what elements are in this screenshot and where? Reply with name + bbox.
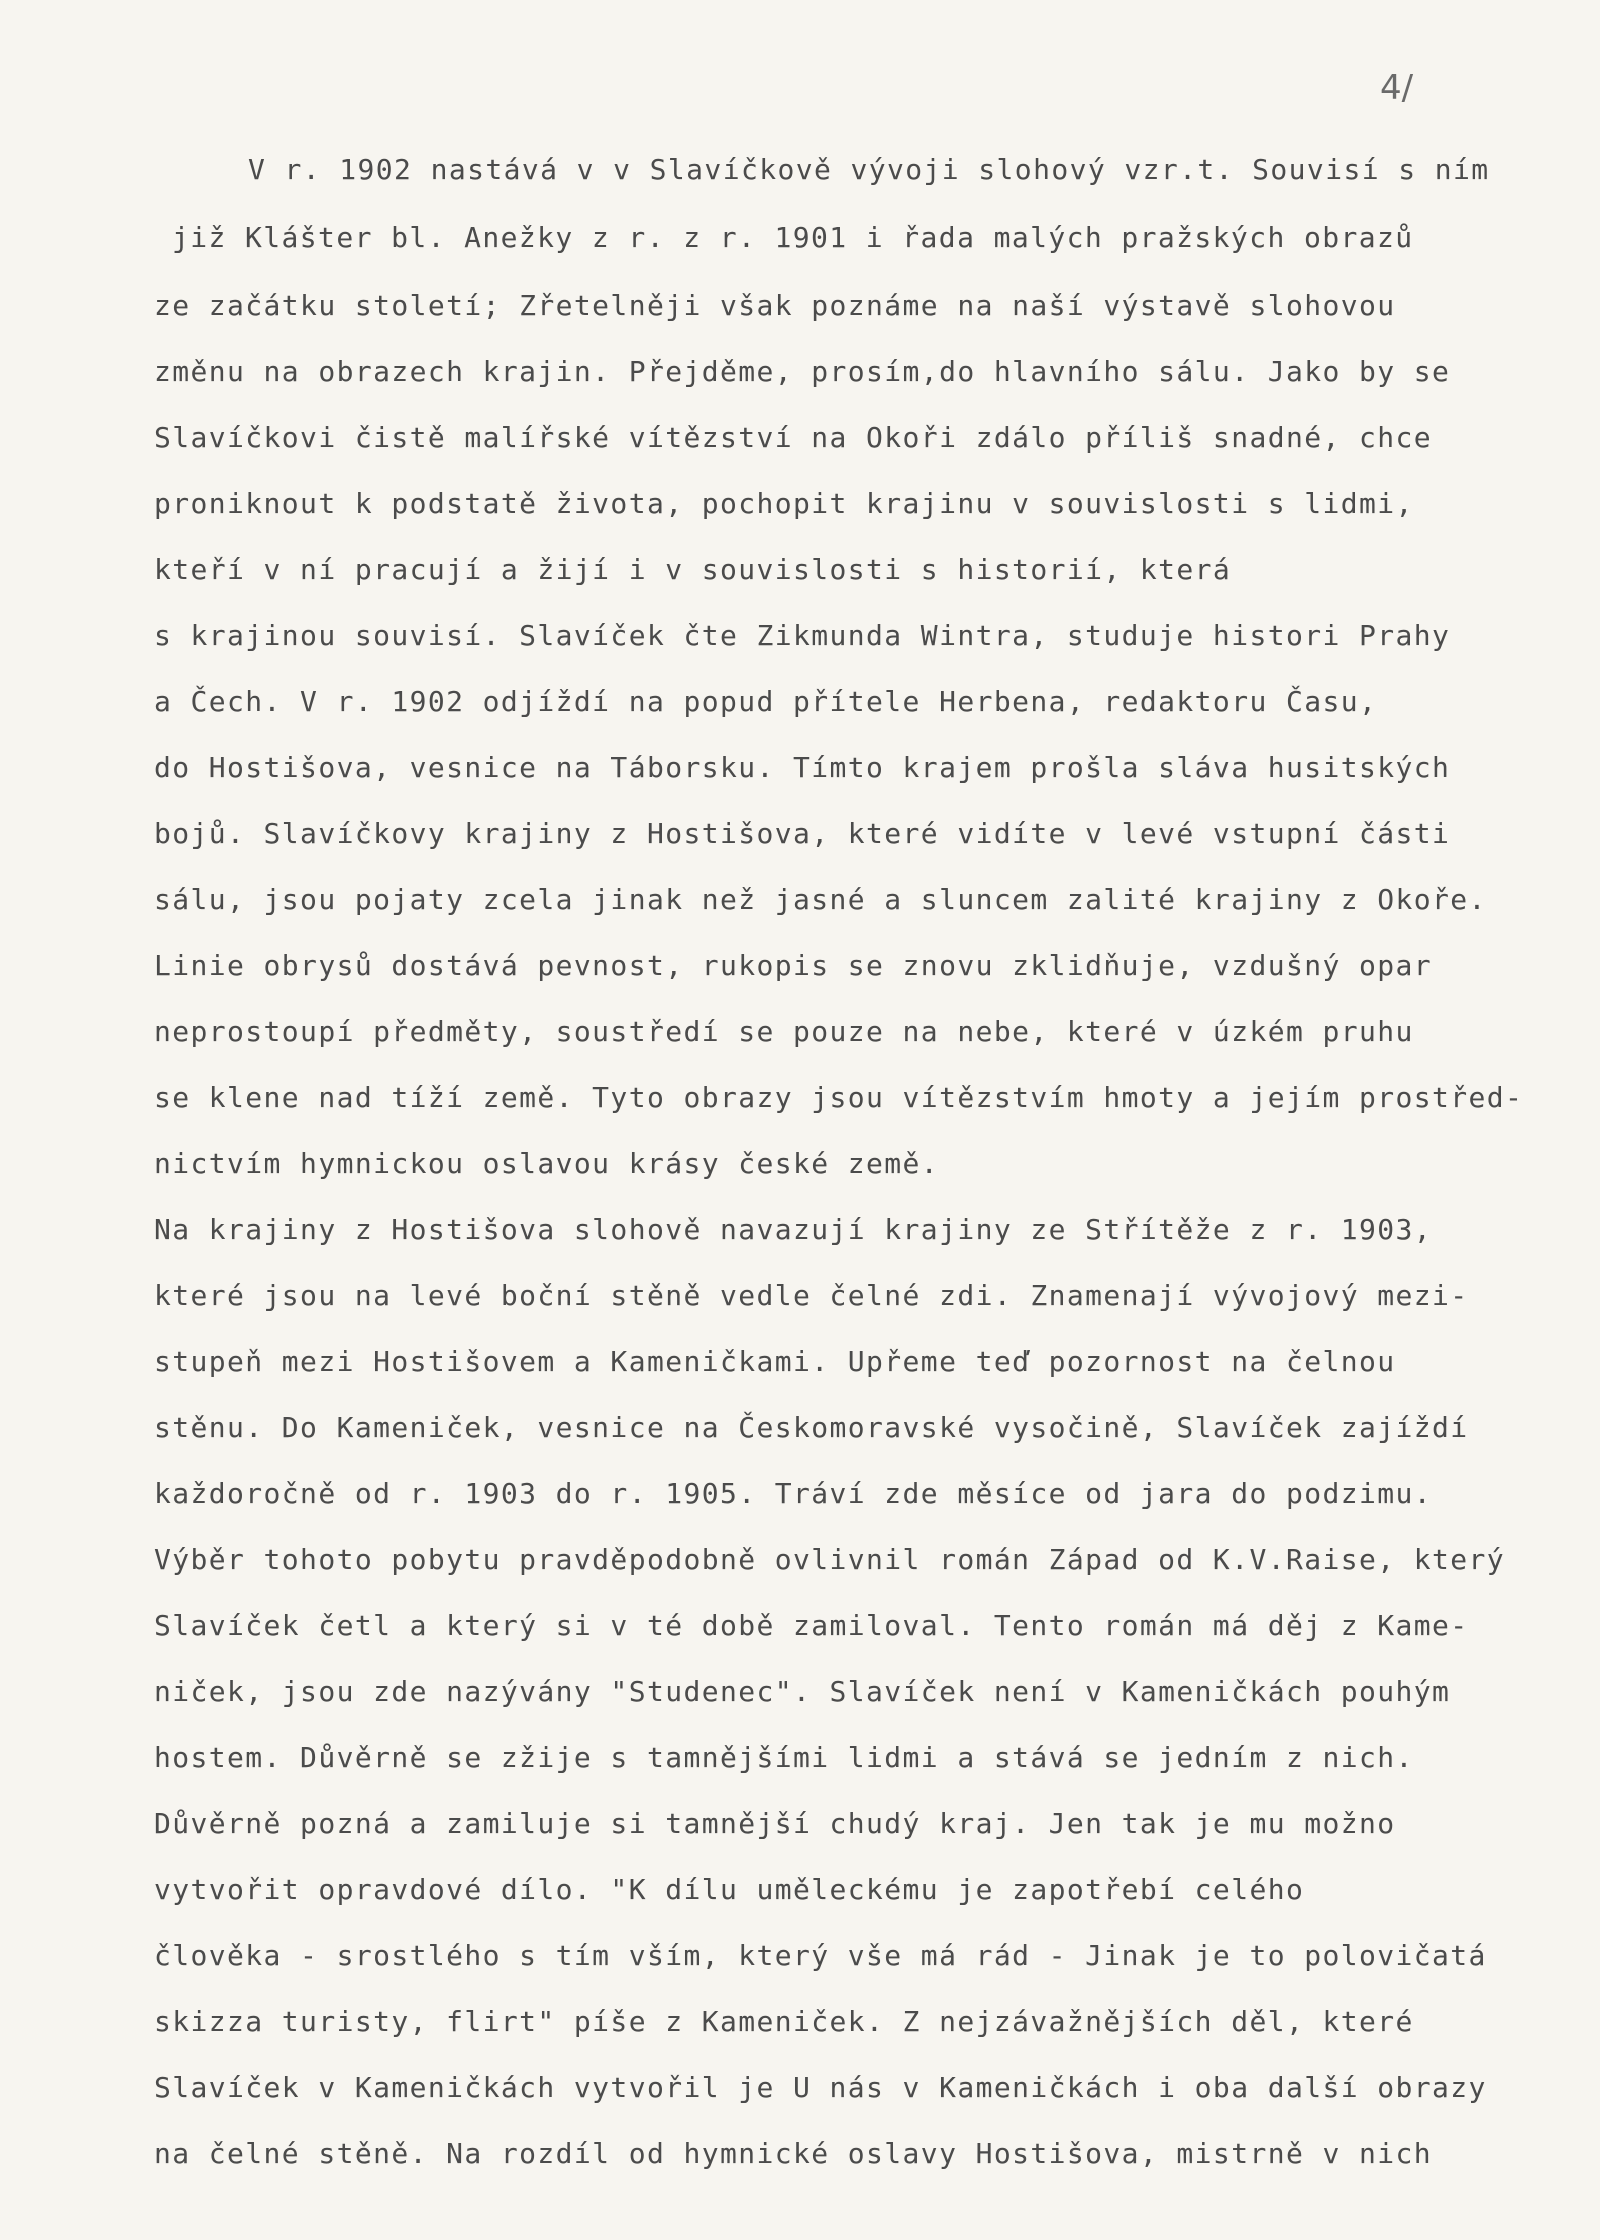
text-line: člověka - srostlého s tím vším, který vše má rád - Jinak je to polovičatá (154, 1939, 1487, 1972)
text-line: Linie obrysů dostává pevnost, rukopis se znovu zklidňuje, vzdušný opar (154, 949, 1433, 982)
text-line: které jsou na levé boční stěně vedle čelné zdi. Znamenají vývojový mezi- (154, 1279, 1469, 1312)
text-line: Slavíček četl a který si v té době zamiloval. Tento román má děj z Kame- (154, 1609, 1469, 1642)
page-number: 4/ (1380, 68, 1414, 108)
text-line: ze začátku století; Zřetelněji však poznáme na naší výstavě slohovou (154, 289, 1396, 322)
text-line: stěnu. Do Kameniček, vesnice na Českomoravské vysočině, Slavíček zajíždí (154, 1411, 1469, 1444)
text-line: skizza turisty, flirt" píše z Kameniček. Z nejzávažnějších děl, které (154, 2005, 1414, 2038)
text-line: Výběr tohoto pobytu pravděpodobně ovlivnil román Západ od K.V.Raise, který (154, 1543, 1506, 1576)
text-line: nictvím hymnickou oslavou krásy české země. (154, 1147, 940, 1180)
text-line: vytvořit opravdové dílo. "K dílu uměleckému je zapotřebí celého (154, 1873, 1305, 1906)
text-line: změnu na obrazech krajin. Přejděme, prosím,do hlavního sálu. Jako by se (154, 355, 1451, 388)
text-line: neprostoupí předměty, soustředí se pouze na nebe, které v úzkém pruhu (154, 1015, 1414, 1048)
text-line: Slavíčkovi čistě malířské vítězství na Okoři zdálo příliš snadné, chce (154, 421, 1433, 454)
text-line: proniknout k podstatě života, pochopit krajinu v souvislosti s lidmi, (154, 487, 1414, 520)
text-line: se klene nad tíží země. Tyto obrazy jsou vítězstvím hmoty a jejím prostřed- (154, 1081, 1524, 1114)
text-line: již Klášter bl. Anežky z r. z r. 1901 i řada malých pražských obrazů (172, 221, 1414, 254)
text-line: Důvěrně pozná a zamiluje si tamnější chudý kraj. Jen tak je mu možno (154, 1807, 1396, 1840)
text-line: niček, jsou zde nazývány "Studenec". Slavíček není v Kameničkách pouhým (154, 1675, 1451, 1708)
text-line: s krajinou souvisí. Slavíček čte Zikmunda Wintra, studuje histori Prahy (154, 619, 1451, 652)
text-line: do Hostišova, vesnice na Táborsku. Tímto krajem prošla sláva husitských (154, 751, 1451, 784)
text-line: stupeň mezi Hostišovem a Kameničkami. Upřeme teď pozornost na čelnou (154, 1345, 1396, 1378)
text-line: sálu, jsou pojaty zcela jinak než jasné a sluncem zalité krajiny z Okoře. (154, 883, 1487, 916)
text-line: bojů. Slavíčkovy krajiny z Hostišova, které vidíte v levé vstupní části (154, 817, 1451, 850)
text-line: Na krajiny z Hostišova slohově navazují krajiny ze Střítěže z r. 1903, (154, 1213, 1433, 1246)
text-line: hostem. Důvěrně se zžije s tamnějšími lidmi a stává se jedním z nich. (154, 1741, 1414, 1774)
text-line: každoročně od r. 1903 do r. 1905. Tráví zde měsíce od jara do podzimu. (154, 1477, 1433, 1510)
text-line: kteří v ní pracují a žijí i v souvislosti s historií, která (154, 553, 1232, 586)
text-line: Slavíček v Kameničkách vytvořil je U nás v Kameničkách i oba další obrazy (154, 2071, 1487, 2104)
text-line: na čelné stěně. Na rozdíl od hymnické oslavy Hostišova, mistrně v nich (154, 2137, 1433, 2170)
text-line: V r. 1902 nastává v v Slavíčkově vývoji slohový vzr.t. Souvisí s ním (248, 153, 1490, 186)
text-line: a Čech. V r. 1902 odjíždí na popud přítele Herbena, redaktoru Času, (154, 685, 1378, 718)
